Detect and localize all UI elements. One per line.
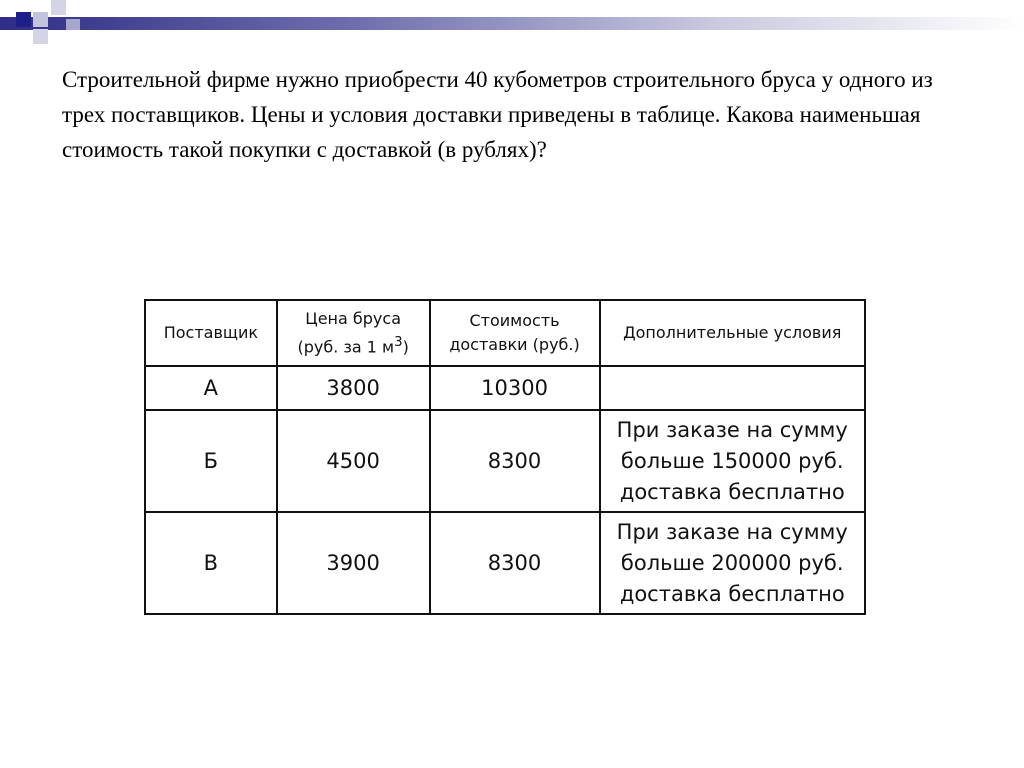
header-price-close: ) [402,337,409,357]
condition-line: доставка бесплатно [619,581,845,606]
cell-supplier: В [145,512,277,614]
cell-supplier: А [145,366,277,410]
header-supplier: Поставщик [145,300,277,366]
decorative-square [33,12,48,27]
header-delivery [430,300,600,366]
decorative-title-bar [0,17,1024,30]
cell-delivery: 8300 [430,512,600,614]
decorative-square [66,19,80,33]
header-price-superscript: 3 [394,334,403,350]
condition-line: доставка бесплатно [619,479,845,504]
header-price-line2: (руб. за 1 м [297,337,395,357]
table-row [145,410,865,512]
cell-conditions [600,410,866,512]
cell-price: 3900 [277,512,430,614]
cell-price: 3800 [277,366,430,410]
header-conditions: Дополнительные условия [600,300,866,366]
condition-line: больше 150000 руб. [620,448,844,473]
suppliers-table [144,299,866,615]
table-row [145,512,865,614]
header-delivery-line2: доставки (руб.) [449,335,580,354]
cell-supplier: Б [145,410,277,512]
cell-price: 4500 [277,410,430,512]
cell-delivery: 8300 [430,410,600,512]
cell-conditions [600,512,866,614]
header-price-line1: Цена бруса [305,308,401,328]
decorative-square [51,0,66,15]
task-text: Строительной фирме нужно приобрести 40 кубометров строительного бруса у одного из трех поставщиков. Цены и условия доставки приведены в таблице. Какова наименьшая стоимость такой покупки с доставкой (в рублях)? [62,67,933,162]
header-delivery-line1: Стоимость [469,311,560,330]
header-price [277,300,430,366]
cell-conditions [600,366,866,410]
cell-delivery: 10300 [430,366,600,410]
decorative-square [16,12,31,27]
table-header-row [145,300,865,366]
table-row [145,366,865,410]
condition-line: При заказе на сумму [616,417,848,442]
condition-line: При заказе на сумму [616,519,848,544]
decorative-square [33,29,48,44]
condition-line: больше 200000 руб. [620,550,844,575]
